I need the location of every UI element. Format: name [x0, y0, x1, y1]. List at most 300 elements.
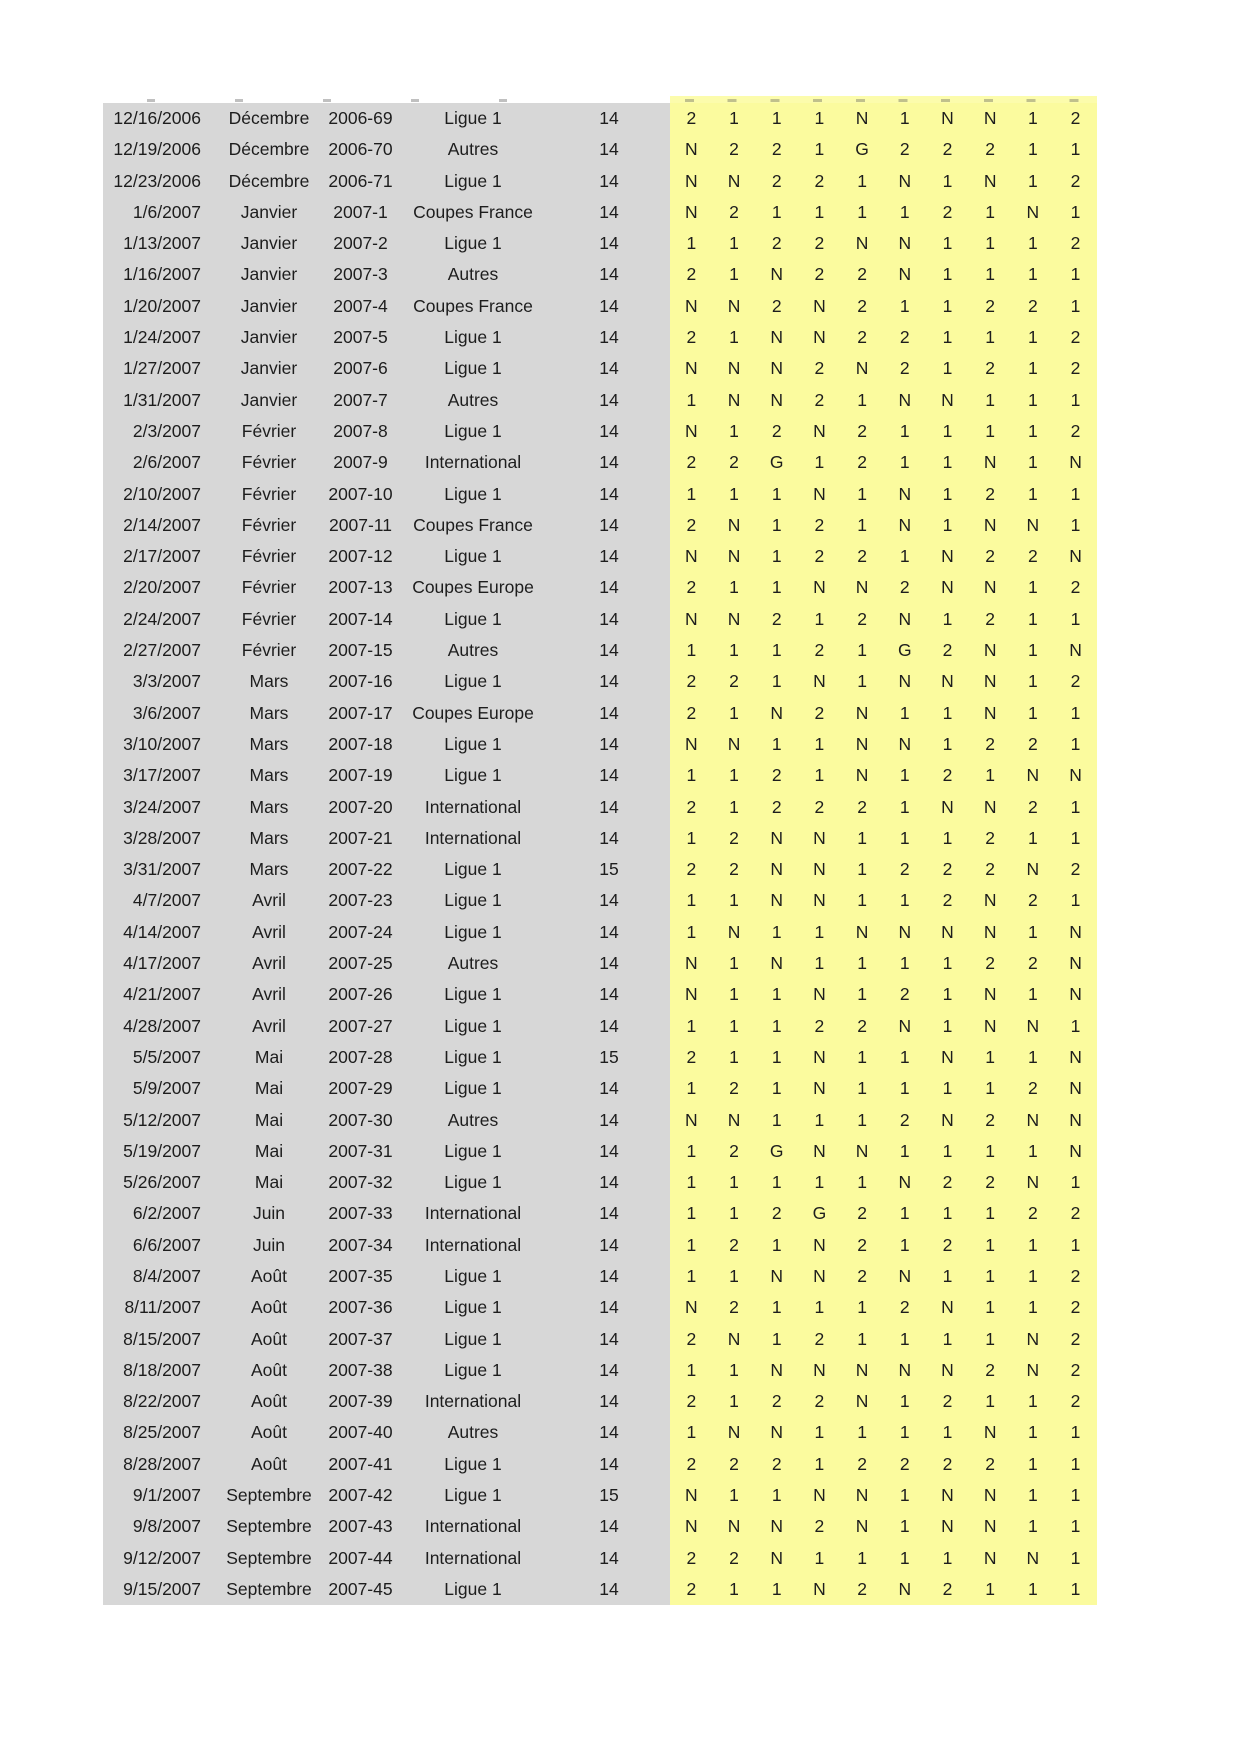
cell-result: N — [713, 1417, 756, 1448]
cell-week-code: 2007-35 — [323, 1261, 398, 1292]
cell-result: 2 — [969, 479, 1012, 510]
cell-result: N — [883, 259, 926, 290]
cell-result: N — [969, 1543, 1012, 1574]
cell-match-count: 14 — [548, 823, 670, 854]
cell-result: 1 — [1054, 729, 1097, 760]
cell-result: 2 — [713, 666, 756, 697]
cell-date: 12/16/2006 — [103, 103, 215, 134]
cell-result: N — [798, 572, 841, 603]
cell-result: 2 — [969, 291, 1012, 322]
cell-competition: Ligue 1 — [398, 103, 548, 134]
cell-competition: Ligue 1 — [398, 1167, 548, 1198]
cell-result: 1 — [1054, 698, 1097, 729]
cell-date: 1/6/2007 — [103, 197, 215, 228]
cell-result: 2 — [1012, 885, 1055, 916]
cell-month: Mars — [215, 760, 323, 791]
cell-competition: Ligue 1 — [398, 416, 548, 447]
cell-result: 1 — [670, 635, 713, 666]
cell-competition: Ligue 1 — [398, 885, 548, 916]
cell-match-count: 14 — [548, 635, 670, 666]
cell-result: 1 — [755, 1480, 798, 1511]
cell-month: Janvier — [215, 259, 323, 290]
cell-result: 1 — [670, 385, 713, 416]
cell-result: 2 — [841, 1261, 884, 1292]
cell-result: 2 — [883, 854, 926, 885]
cell-result: 1 — [1012, 1292, 1055, 1323]
table-row — [103, 698, 1097, 729]
cell-result: N — [798, 1261, 841, 1292]
cell-date: 5/5/2007 — [103, 1042, 215, 1073]
cell-result: 1 — [798, 1543, 841, 1574]
cell-result: N — [883, 666, 926, 697]
cell-result: 1 — [1012, 228, 1055, 259]
cell-result: 1 — [969, 197, 1012, 228]
cell-week-code: 2007-40 — [323, 1417, 398, 1448]
cell-week-code: 2006-70 — [323, 134, 398, 165]
cell-result: 2 — [841, 447, 884, 478]
cell-result: 1 — [670, 1261, 713, 1292]
cell-match-count: 14 — [548, 134, 670, 165]
cell-result: N — [841, 1136, 884, 1167]
cell-month: Mai — [215, 1105, 323, 1136]
cell-result: 1 — [755, 979, 798, 1010]
cell-month: Mai — [215, 1042, 323, 1073]
cell-result: 2 — [841, 322, 884, 353]
cell-result: 1 — [713, 1480, 756, 1511]
cell-result: N — [798, 1073, 841, 1104]
cell-match-count: 15 — [548, 1042, 670, 1073]
cell-match-count: 14 — [548, 1073, 670, 1104]
cell-result: 1 — [841, 1324, 884, 1355]
cell-result: 1 — [841, 1292, 884, 1323]
cell-week-code: 2007-2 — [323, 228, 398, 259]
cell-result: 2 — [670, 572, 713, 603]
cell-result: N — [1012, 1543, 1055, 1574]
cell-result: 1 — [798, 729, 841, 760]
table-row — [103, 103, 1097, 134]
cell-date: 2/14/2007 — [103, 510, 215, 541]
cell-result: 1 — [713, 1355, 756, 1386]
cell-match-count: 14 — [548, 1105, 670, 1136]
cell-week-code: 2007-6 — [323, 353, 398, 384]
cell-result: 1 — [883, 1324, 926, 1355]
table-row — [103, 166, 1097, 197]
cell-result: 1 — [798, 1417, 841, 1448]
cell-week-code: 2007-34 — [323, 1230, 398, 1261]
cell-date: 2/17/2007 — [103, 541, 215, 572]
cell-match-count: 14 — [548, 541, 670, 572]
cell-result: 1 — [1012, 698, 1055, 729]
cell-week-code: 2007-14 — [323, 604, 398, 635]
cell-result: 1 — [755, 510, 798, 541]
cell-result: N — [883, 1167, 926, 1198]
cell-result: 1 — [1012, 1136, 1055, 1167]
cell-result: N — [926, 1292, 969, 1323]
cell-result: N — [969, 1511, 1012, 1542]
cell-result: N — [841, 760, 884, 791]
cell-result: 1 — [926, 1324, 969, 1355]
cell-week-code: 2007-7 — [323, 385, 398, 416]
cell-result: 1 — [969, 1073, 1012, 1104]
cell-result: 2 — [1054, 322, 1097, 353]
cell-result: 1 — [1012, 635, 1055, 666]
table-row — [103, 385, 1097, 416]
cell-result: 1 — [926, 1198, 969, 1229]
cell-result: N — [883, 1011, 926, 1042]
cell-result: N — [883, 166, 926, 197]
cell-result: 1 — [755, 479, 798, 510]
table-row — [103, 259, 1097, 290]
table-row — [103, 854, 1097, 885]
cell-result: 1 — [713, 760, 756, 791]
cell-result: 1 — [926, 322, 969, 353]
table-row — [103, 1324, 1097, 1355]
cell-month: Avril — [215, 885, 323, 916]
cell-result: N — [755, 698, 798, 729]
table-row — [103, 353, 1097, 384]
cell-month: Mars — [215, 729, 323, 760]
cell-competition: International — [398, 1386, 548, 1417]
cell-result: 1 — [926, 166, 969, 197]
cell-result: N — [755, 322, 798, 353]
cell-result: N — [926, 666, 969, 697]
cell-result: N — [1054, 635, 1097, 666]
cell-result: 2 — [969, 854, 1012, 885]
cell-result: 2 — [755, 760, 798, 791]
cell-result: 1 — [883, 1543, 926, 1574]
cell-competition: Ligue 1 — [398, 1449, 548, 1480]
cell-result: 2 — [1054, 854, 1097, 885]
cell-result: 1 — [926, 729, 969, 760]
cell-result: 2 — [713, 1230, 756, 1261]
cell-result: 1 — [969, 1136, 1012, 1167]
cell-month: Août — [215, 1292, 323, 1323]
table-row — [103, 1105, 1097, 1136]
cell-result: N — [926, 792, 969, 823]
cell-result: 2 — [798, 1324, 841, 1355]
cell-match-count: 14 — [548, 698, 670, 729]
cell-result: N — [883, 228, 926, 259]
cell-week-code: 2007-8 — [323, 416, 398, 447]
cell-result: 1 — [798, 1167, 841, 1198]
cell-match-count: 14 — [548, 385, 670, 416]
cell-result: 1 — [755, 1105, 798, 1136]
cell-month: Août — [215, 1386, 323, 1417]
cell-result: N — [755, 1417, 798, 1448]
cell-result: 1 — [926, 698, 969, 729]
cell-competition: Coupes Europe — [398, 572, 548, 603]
cell-result: 2 — [883, 979, 926, 1010]
cell-result: 2 — [883, 1449, 926, 1480]
cell-month: Septembre — [215, 1543, 323, 1574]
cell-match-count: 14 — [548, 760, 670, 791]
cell-result: 1 — [755, 1324, 798, 1355]
cell-result: N — [798, 885, 841, 916]
cell-match-count: 14 — [548, 1417, 670, 1448]
cell-result: 2 — [755, 291, 798, 322]
cell-week-code: 2007-29 — [323, 1073, 398, 1104]
cell-competition: Autres — [398, 948, 548, 979]
cell-result: 2 — [713, 134, 756, 165]
cell-result: 1 — [755, 103, 798, 134]
cell-result: 2 — [670, 259, 713, 290]
cell-match-count: 14 — [548, 1543, 670, 1574]
table-row — [103, 228, 1097, 259]
cell-result: 1 — [1054, 1511, 1097, 1542]
cell-match-count: 14 — [548, 729, 670, 760]
cell-result: 2 — [969, 604, 1012, 635]
table-row — [103, 447, 1097, 478]
cell-result: 1 — [969, 760, 1012, 791]
cell-result: 1 — [841, 479, 884, 510]
cell-match-count: 14 — [548, 103, 670, 134]
cell-result: N — [1054, 541, 1097, 572]
cell-result: N — [883, 729, 926, 760]
cell-month: Août — [215, 1324, 323, 1355]
cell-result: 1 — [969, 322, 1012, 353]
cell-result: 1 — [1012, 1230, 1055, 1261]
cell-result: 2 — [755, 1198, 798, 1229]
table-row — [103, 197, 1097, 228]
cell-result: 2 — [670, 103, 713, 134]
table-row — [103, 541, 1097, 572]
cell-result: 1 — [670, 1011, 713, 1042]
table-row — [103, 979, 1097, 1010]
cell-result: N — [969, 792, 1012, 823]
cell-week-code: 2007-11 — [323, 510, 398, 541]
cell-date: 4/14/2007 — [103, 917, 215, 948]
cell-result: 2 — [841, 416, 884, 447]
cell-competition: Autres — [398, 134, 548, 165]
cell-result: N — [755, 385, 798, 416]
cell-result: 1 — [926, 823, 969, 854]
cell-result: 2 — [1012, 1073, 1055, 1104]
cell-week-code: 2007-37 — [323, 1324, 398, 1355]
cell-result: 1 — [670, 1198, 713, 1229]
cell-result: 2 — [926, 1167, 969, 1198]
cell-date: 5/19/2007 — [103, 1136, 215, 1167]
cell-month: Septembre — [215, 1480, 323, 1511]
cell-match-count: 14 — [548, 1449, 670, 1480]
cell-result: 1 — [713, 1198, 756, 1229]
cell-result: 1 — [926, 291, 969, 322]
cell-result: 2 — [841, 1198, 884, 1229]
cell-result: 2 — [713, 447, 756, 478]
cell-result: 2 — [1054, 666, 1097, 697]
cell-result: 1 — [755, 917, 798, 948]
cell-result: 1 — [926, 604, 969, 635]
cell-result: 1 — [755, 1230, 798, 1261]
cell-result: N — [755, 948, 798, 979]
cell-result: 2 — [841, 291, 884, 322]
cell-result: 1 — [926, 479, 969, 510]
cell-result: N — [713, 353, 756, 384]
cell-result: 1 — [755, 1574, 798, 1605]
cell-date: 2/24/2007 — [103, 604, 215, 635]
cell-match-count: 14 — [548, 447, 670, 478]
cell-week-code: 2007-9 — [323, 447, 398, 478]
cell-result: N — [883, 917, 926, 948]
cell-result: N — [926, 385, 969, 416]
cell-competition: Autres — [398, 1105, 548, 1136]
cell-result: 1 — [713, 792, 756, 823]
cell-result: N — [670, 1105, 713, 1136]
cell-month: Avril — [215, 948, 323, 979]
cell-month: Septembre — [215, 1574, 323, 1605]
cell-result: 2 — [670, 1543, 713, 1574]
cell-result: 2 — [841, 1230, 884, 1261]
cell-competition: Ligue 1 — [398, 729, 548, 760]
cell-competition: Ligue 1 — [398, 353, 548, 384]
cell-result: N — [883, 479, 926, 510]
cell-result: 1 — [755, 572, 798, 603]
cell-week-code: 2007-43 — [323, 1511, 398, 1542]
cell-week-code: 2007-3 — [323, 259, 398, 290]
cell-result: 1 — [1012, 447, 1055, 478]
cell-competition: Ligue 1 — [398, 1011, 548, 1042]
cell-result: 1 — [841, 854, 884, 885]
cell-month: Février — [215, 447, 323, 478]
cell-result: 2 — [798, 541, 841, 572]
table-row — [103, 1511, 1097, 1542]
cell-result: N — [841, 698, 884, 729]
cell-result: 1 — [798, 103, 841, 134]
cell-result: 2 — [670, 854, 713, 885]
table-row — [103, 1011, 1097, 1042]
cell-month: Août — [215, 1417, 323, 1448]
cell-competition: International — [398, 792, 548, 823]
table-row — [103, 322, 1097, 353]
cell-month: Décembre — [215, 166, 323, 197]
cell-result: 1 — [670, 1355, 713, 1386]
table-row — [103, 1543, 1097, 1574]
cell-date: 4/7/2007 — [103, 885, 215, 916]
cell-competition: International — [398, 1230, 548, 1261]
cell-result: N — [969, 698, 1012, 729]
cell-month: Février — [215, 541, 323, 572]
cell-result: N — [883, 1355, 926, 1386]
cell-date: 8/11/2007 — [103, 1292, 215, 1323]
cell-competition: Coupes Europe — [398, 698, 548, 729]
cell-result: N — [713, 385, 756, 416]
cell-date: 2/6/2007 — [103, 447, 215, 478]
cell-result: N — [841, 1511, 884, 1542]
cell-result: 1 — [883, 447, 926, 478]
cell-result: 2 — [1054, 1198, 1097, 1229]
cell-result: N — [713, 917, 756, 948]
table-row — [103, 1167, 1097, 1198]
table-row — [103, 1292, 1097, 1323]
cell-result: 1 — [1054, 134, 1097, 165]
cell-week-code: 2007-42 — [323, 1480, 398, 1511]
cell-week-code: 2007-5 — [323, 322, 398, 353]
cell-competition: Coupes France — [398, 291, 548, 322]
cell-result: N — [883, 1261, 926, 1292]
cell-result: 1 — [969, 1292, 1012, 1323]
cell-result: 2 — [798, 1511, 841, 1542]
cell-result: N — [713, 604, 756, 635]
cell-result: 1 — [883, 416, 926, 447]
cell-week-code: 2007-39 — [323, 1386, 398, 1417]
cell-match-count: 14 — [548, 228, 670, 259]
cell-result: 1 — [1054, 1574, 1097, 1605]
table-row — [103, 1136, 1097, 1167]
cell-match-count: 15 — [548, 854, 670, 885]
clipped-row-sliver — [103, 96, 1097, 103]
cell-result: 1 — [1012, 604, 1055, 635]
cell-result: 2 — [969, 353, 1012, 384]
cell-result: G — [755, 1136, 798, 1167]
cell-result: 1 — [883, 823, 926, 854]
cell-result: 1 — [969, 1230, 1012, 1261]
results-table — [103, 103, 1097, 1605]
clipped-row-right-section — [670, 96, 1097, 103]
cell-result: N — [969, 510, 1012, 541]
cell-result: 1 — [969, 259, 1012, 290]
cell-result: 1 — [713, 416, 756, 447]
cell-result: N — [841, 228, 884, 259]
cell-result: 2 — [1012, 792, 1055, 823]
cell-date: 9/8/2007 — [103, 1511, 215, 1542]
cell-result: 2 — [755, 416, 798, 447]
cell-result: N — [926, 1511, 969, 1542]
cell-result: N — [841, 729, 884, 760]
cell-result: 1 — [1012, 1574, 1055, 1605]
cell-result: 1 — [1012, 479, 1055, 510]
cell-result: 1 — [798, 760, 841, 791]
cell-result: 1 — [883, 291, 926, 322]
table-row — [103, 1042, 1097, 1073]
cell-result: 1 — [926, 416, 969, 447]
cell-result: N — [670, 729, 713, 760]
cell-competition: Ligue 1 — [398, 1292, 548, 1323]
cell-result: N — [670, 291, 713, 322]
cell-result: N — [755, 353, 798, 384]
cell-match-count: 14 — [548, 197, 670, 228]
cell-month: Août — [215, 1261, 323, 1292]
cell-result: N — [969, 979, 1012, 1010]
cell-result: 2 — [798, 353, 841, 384]
cell-result: 2 — [1054, 103, 1097, 134]
cell-week-code: 2007-45 — [323, 1574, 398, 1605]
cell-date: 4/21/2007 — [103, 979, 215, 1010]
cell-result: G — [755, 447, 798, 478]
cell-result: 1 — [969, 228, 1012, 259]
cell-result: N — [713, 1511, 756, 1542]
cell-result: N — [670, 416, 713, 447]
cell-result: 1 — [1012, 103, 1055, 134]
table-row — [103, 479, 1097, 510]
cell-match-count: 14 — [548, 166, 670, 197]
cell-result: 2 — [755, 604, 798, 635]
cell-result: 2 — [969, 1355, 1012, 1386]
cell-month: Décembre — [215, 134, 323, 165]
cell-result: N — [926, 917, 969, 948]
cell-result: N — [798, 291, 841, 322]
cell-result: 1 — [969, 1261, 1012, 1292]
cell-result: N — [755, 1355, 798, 1386]
cell-result: N — [969, 103, 1012, 134]
cell-result: 1 — [926, 1136, 969, 1167]
cell-result: 2 — [755, 166, 798, 197]
cell-result: N — [798, 666, 841, 697]
cell-week-code: 2007-12 — [323, 541, 398, 572]
cell-match-count: 14 — [548, 1324, 670, 1355]
cell-date: 8/15/2007 — [103, 1324, 215, 1355]
cell-result: 1 — [670, 228, 713, 259]
table-row — [103, 792, 1097, 823]
cell-result: 1 — [713, 1261, 756, 1292]
